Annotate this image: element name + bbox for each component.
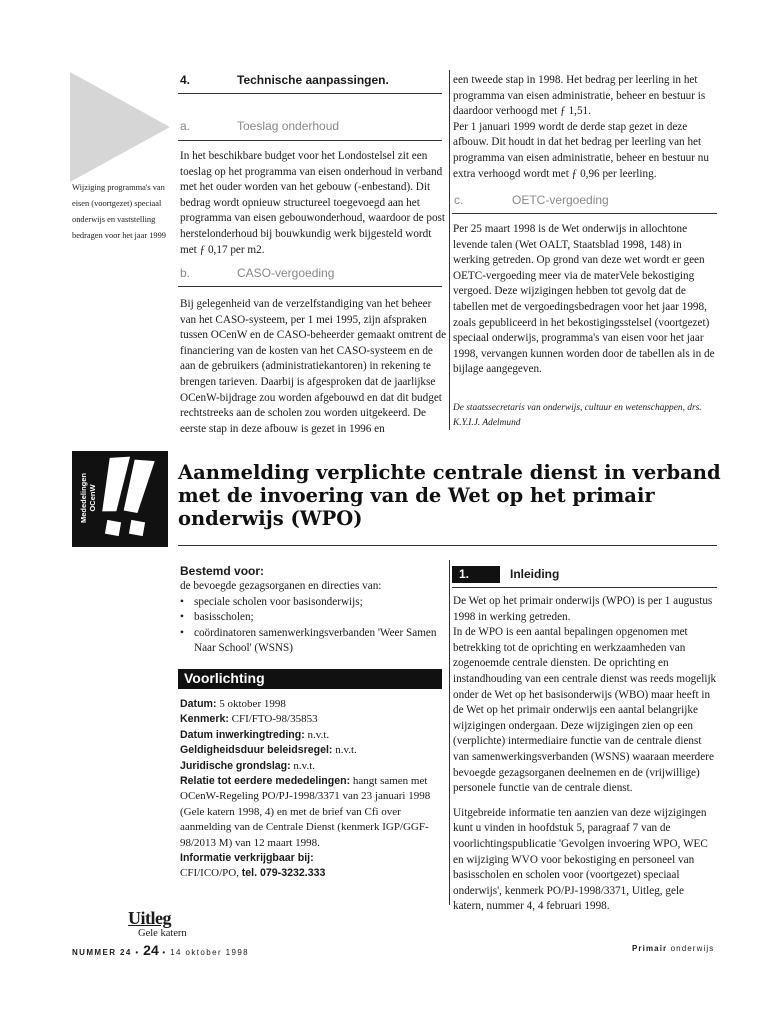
- divider: [178, 286, 442, 287]
- meta-relatie: Relatie tot eerdere mededelingen: hangt samen met OCenW-Regeling PO/PJ-1998/3371 van 23 januari 1998 (Gele katern 1998, 4) en met de brief van Cfi over aanmelding van de Centrale Dienst (kenmerk IGP/GGF-98/2013 M) van 12 maart 1998.: [180, 775, 431, 849]
- footer-bullet: •: [135, 948, 140, 957]
- inleiding-text: [453, 594, 717, 915]
- meta-info-label: Informatie verkrijgbaar bij:: [180, 852, 314, 865]
- arrow-icon: [70, 72, 170, 182]
- bestemd-block: [180, 579, 442, 657]
- headline: Aanmelding verplichte centrale dienst in verband met de invoering van de Wet op het primair onderwijs (WPO): [178, 461, 721, 530]
- meta-datum: Datum: 5 oktober 1998: [180, 698, 286, 710]
- paragraph: Per 25 maart 1998 is de Wet onderwijs in allochtone levende talen (Wet OALT, Staatsblad 1998, 148) in werking getreden. Op grond van deze wet wordt er geen OETC-vergoeding meer via de materVele bekostiging vergoed. Deze wijzigingen hebben tot gevolg dat de tabellen met de vergoedingsbedragen voor het jaar 1998, zoals gepubliceerd in het bekostigingsstelsel (voortgezet) speciaal onderwijs, programma's van eisen voor het jaar 1998, vervangen kunnen worden door de tabellen als in de bijlage aangegeven.: [453, 223, 715, 376]
- footer-section: onderwijs: [670, 944, 715, 953]
- bestemd-intro: de bevoegde gezagsorganen en directies van:: [180, 580, 382, 592]
- paragraph: Per 1 januari 1999 wordt de derde stap gezet in deze afbouw. Dit houdt in dat het bedrag per leerling van het programma van eisen administratie, beheer en bestuur nu extra verhoogd wordt met ƒ 0,96 per leerling.: [453, 120, 709, 180]
- meta-kenmerk: Kenmerk: CFI/FTO-98/35853: [180, 713, 318, 726]
- footer-right: [632, 944, 714, 953]
- bestemd-title: Bestemd voor:: [180, 564, 265, 578]
- logo-label: [79, 452, 97, 544]
- column-divider: [449, 70, 450, 430]
- meta-info: CFI/ICO/PO, tel. 079-3232.333: [180, 867, 326, 880]
- paragraph: De Wet op het primair onderwijs (WPO) is per 1 augustus 1998 in werking getreden.: [453, 595, 713, 623]
- inleiding-number-box: [452, 566, 500, 583]
- divider: [452, 587, 717, 588]
- subsection-title: CASO-vergoeding: [237, 266, 335, 280]
- divider: [178, 93, 442, 94]
- margin-note: Wijziging programma's van eisen (voortgezet) speciaal onderwijs en vaststelling bedragen voor het jaar 1999: [72, 183, 166, 240]
- section-title: Technische aanpassingen.: [237, 73, 389, 87]
- footer-date: 14 oktober 1998: [170, 948, 250, 957]
- list-item: • speciale scholen voor basisonderwijs;: [180, 595, 442, 611]
- paragraph: In het beschikbare budget voor het Londostelsel zit een toeslag op het programma van eisen onderhoud in verband met het ouder worden van het gebouw (-enbestand). Dit bedrag wordt opnieuw structureel toegevoegd aan het programma van eisen gebouwonderhoud, waardoor de post herstelonderhoud bij bouwkundig werk bijgesteld wordt met ƒ 0,17 per m2.: [180, 150, 446, 256]
- footer-section-bold: Primair: [632, 944, 668, 953]
- meta-inwerking: Datum inwerkingtreding: n.v.t.: [180, 728, 330, 741]
- divider: [178, 545, 717, 546]
- divider: [452, 213, 717, 214]
- uitleg-logo: Uitleg: [128, 908, 171, 928]
- inleiding-title: Inleiding: [510, 567, 560, 581]
- bestemd-list: [180, 595, 442, 657]
- list-item: • coördinatoren samenwerkingsverbanden 'Weer Samen Naar School' (WSNS): [180, 626, 442, 657]
- uitleg-logo-sub: Gele katern: [138, 928, 187, 939]
- footer-bullet: •: [162, 948, 167, 957]
- subsection-number: c.: [454, 193, 464, 207]
- paragraph: Bij gelegenheid van de verzelfstandiging van het beheer van het CASO-systeem, per 1 mei 1995, zijn afspraken tussen OCenW en de CASO-beheerder gemaakt omtrent de financiering van de kosten van het CASO-systeem en de aan de gebruikers (administratiekantoren) in rekening te brengen tarieven. Daarbij is afgesproken dat de jaarlijkse OCenW-bijdrage zou worden afgebouwd en dat dit budget rechtstreeks aan de scholen zou worden uitgekeerd. De eerste stap in deze afbouw is gezet in 1996 en: [180, 298, 447, 435]
- subsection-number: a.: [180, 119, 191, 133]
- meta-juridisch: Juridische grondslag: n.v.t.: [180, 759, 316, 772]
- paragraph: In de WPO is een aantal bepalingen opgenomen met betrekking tot de oprichting en werkzaamheden van zogenoemde centrale diensten. De oprichting en instandhouding van een centrale dienst was reeds mogelijk onder de Wet op het basisonderwijs (WBO) maar heeft in de Wet op het primair onderwijs een aantal belangrijke wijzigingen ondergaan. Deze wijzigingen zien op een (verplichte) intermediaire functie van de centrale dienst van samenwerkingsverbanden (WSNS) waaraan meerdere bevoegde gezagsorganen deelnemen en de (vrijwillige) personele functie van de centrale dienst.: [453, 626, 717, 795]
- footer-left: [72, 942, 249, 958]
- subsection-title: Toeslag onderhoud: [237, 119, 340, 133]
- footer-nummer: NUMMER 24: [72, 948, 132, 957]
- paragraph: een tweede stap in 1998. Het bedrag per leerling in het programma van eisen administratie, beheer en bestuur is daardoor verhoogd met ƒ 1,51.: [453, 74, 706, 118]
- logo-label-line: Mededelingen: [79, 473, 88, 524]
- column-divider: [449, 560, 450, 905]
- metadata-block: [180, 697, 442, 882]
- right-column: [453, 73, 715, 182]
- signature: De staatssecretaris van onderwijs, cultuur en wetenschappen, drs. K.Y.I.J. Adelmund: [453, 403, 702, 428]
- meta-geldig: Geldigheidsduur beleidsregel: n.v.t.: [180, 744, 357, 757]
- section-number: 4.: [180, 73, 191, 87]
- subsection-title: OETC-vergoeding: [512, 193, 609, 207]
- subsection-number: b.: [180, 266, 191, 280]
- mededelingen-logo: [72, 451, 168, 547]
- divider: [178, 140, 442, 141]
- footer-page: 24: [143, 942, 159, 958]
- list-item: • basisscholen;: [180, 610, 442, 626]
- voorlichting-bar: [178, 669, 442, 689]
- logo-label-line: OCenW: [88, 484, 97, 512]
- inleiding-number: 1.: [459, 567, 470, 581]
- paragraph: Uitgebreide informatie ten aanzien van deze wijzigingen kunt u vinden in hoofdstuk 5, paragraaf 7 van de voorlichtingspublicatie 'Gevolgen invoering WPO, WEC en wijziging WVO voor bekostiging en personeel van basisscholen en scholen voor (voortgezet) speciaal onderwijs', kenmerk PO/PJ-1998/3371, Uitleg, gele katern, nummer 4, 4 februari 1998.: [453, 806, 708, 913]
- voorlichting-title: Voorlichting: [184, 670, 265, 686]
